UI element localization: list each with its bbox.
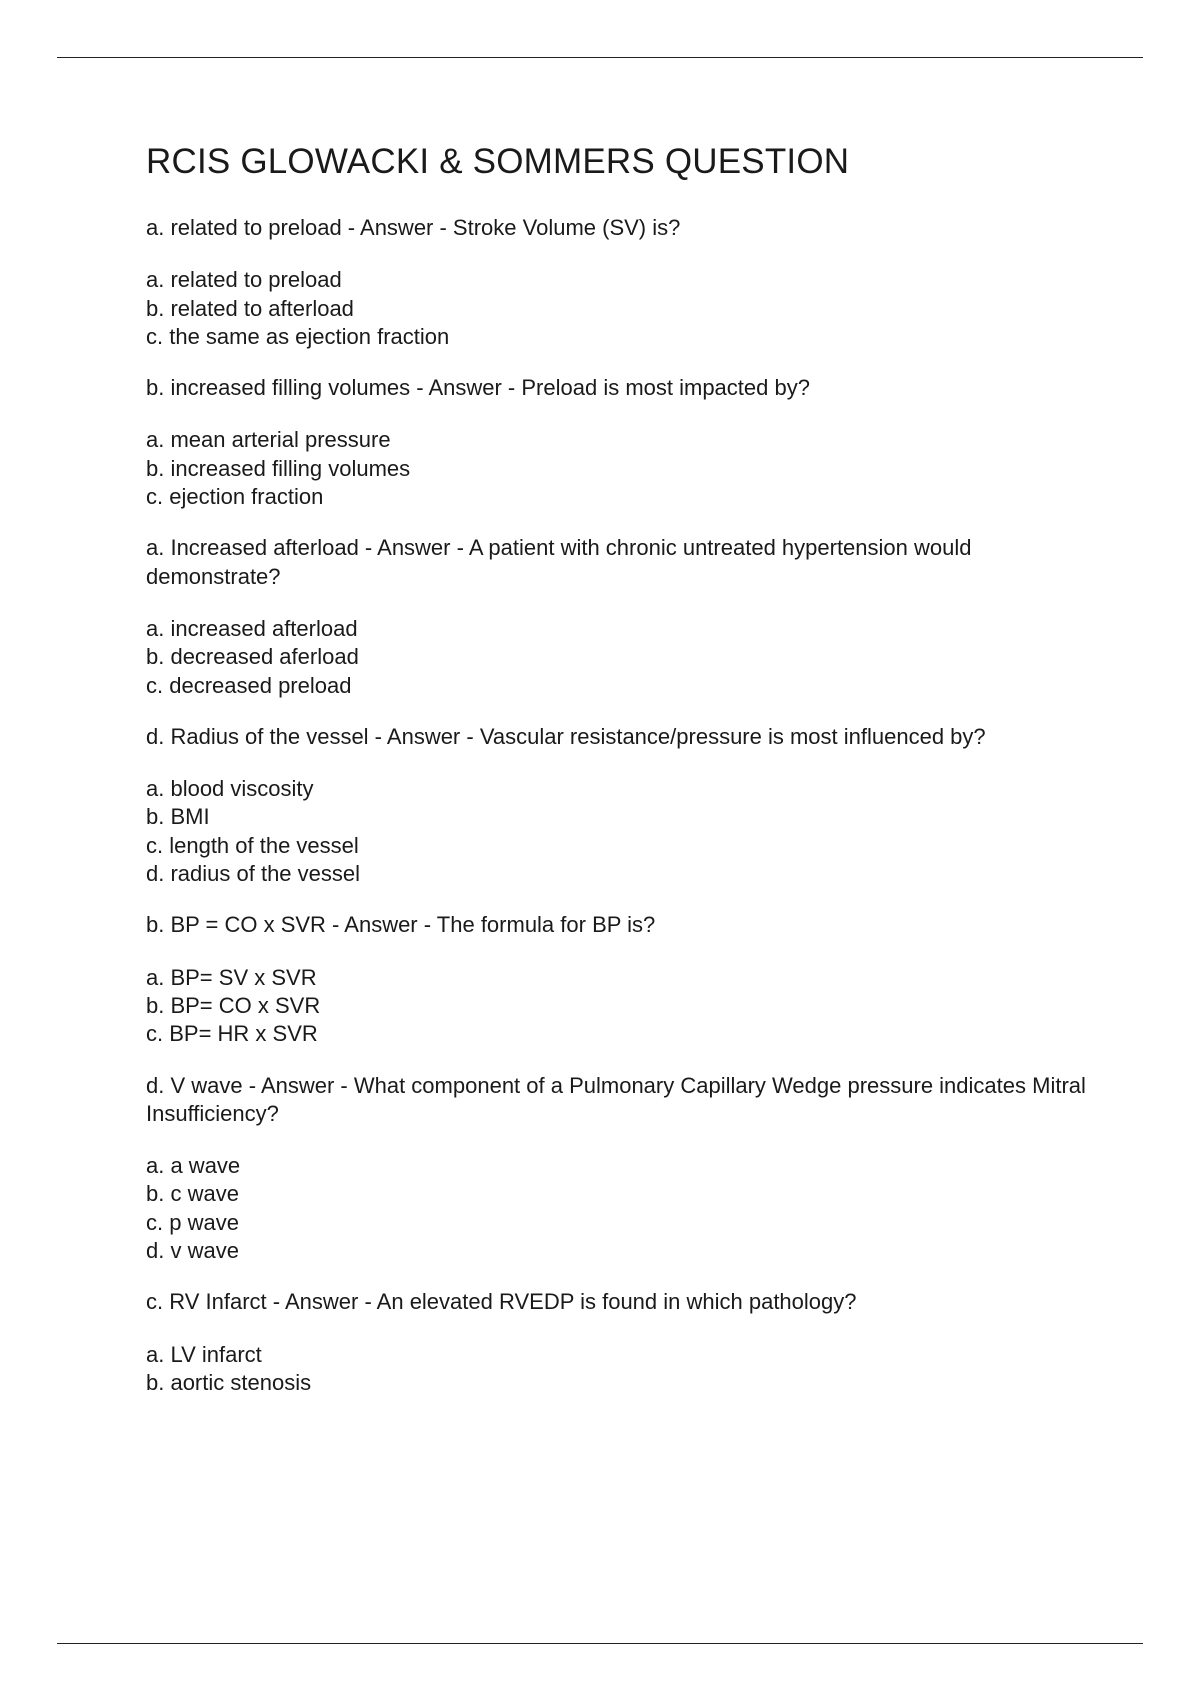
option-item: d. v wave bbox=[146, 1238, 239, 1264]
question-answer-line: c. RV Infarct - Answer - An elevated RVEDP is found in which pathology? bbox=[146, 1289, 857, 1315]
top-divider bbox=[57, 57, 1143, 58]
option-list bbox=[146, 775, 1086, 888]
option-item: c. BP= HR x SVR bbox=[146, 1021, 318, 1047]
option-list bbox=[146, 426, 1086, 511]
question-block bbox=[146, 534, 1086, 699]
option-list bbox=[146, 615, 1086, 700]
question-answer-line: b. BP = CO x SVR - Answer - The formula for BP is? bbox=[146, 912, 656, 938]
option-item: a. blood viscosity bbox=[146, 776, 314, 802]
question-block bbox=[146, 911, 1086, 1048]
question-answer-line: a. related to preload - Answer - Stroke Volume (SV) is? bbox=[146, 215, 681, 240]
question-answer-line: b. increased filling volumes - Answer - Preload is most impacted by? bbox=[146, 375, 810, 401]
option-item: b. increased filling volumes bbox=[146, 455, 411, 481]
option-list bbox=[146, 266, 1086, 351]
question-block bbox=[146, 1072, 1086, 1266]
page-title: RCIS GLOWACKI & SOMMERS QUESTION bbox=[146, 142, 850, 181]
option-item: a. related to preload bbox=[146, 267, 342, 293]
question-block bbox=[146, 1288, 1086, 1397]
option-item: b. c wave bbox=[146, 1181, 239, 1207]
option-item: c. p wave bbox=[146, 1209, 239, 1235]
option-item: d. radius of the vessel bbox=[146, 861, 361, 887]
question-block bbox=[146, 374, 1086, 511]
option-item: c. decreased preload bbox=[146, 672, 352, 698]
question-block bbox=[146, 723, 1086, 888]
question-block bbox=[146, 214, 1086, 351]
option-item: a. increased afterload bbox=[146, 615, 358, 641]
option-item: b. decreased aferload bbox=[146, 644, 359, 670]
option-list bbox=[146, 1341, 1086, 1398]
question-answer-line: d. V wave - Answer - What component of a Pulmonary Capillary Wedge pressure indicates Mitral Insufficiency? bbox=[146, 1072, 1086, 1126]
bottom-divider bbox=[57, 1643, 1143, 1644]
option-list bbox=[146, 1152, 1086, 1265]
option-item: a. LV infarct bbox=[146, 1341, 262, 1367]
question-answer-line: a. Increased afterload - Answer - A patient with chronic untreated hypertension would demonstrate? bbox=[146, 535, 972, 589]
option-item: c. length of the vessel bbox=[146, 832, 359, 858]
option-item: b. related to afterload bbox=[146, 295, 354, 321]
option-item: c. ejection fraction bbox=[146, 484, 324, 510]
option-item: a. a wave bbox=[146, 1153, 241, 1179]
question-list bbox=[146, 214, 1086, 1420]
option-item: a. BP= SV x SVR bbox=[146, 964, 317, 990]
option-item: b. BP= CO x SVR bbox=[146, 992, 321, 1018]
option-item: b. BMI bbox=[146, 804, 210, 830]
question-answer-line: d. Radius of the vessel - Answer - Vascular resistance/pressure is most influenced by? bbox=[146, 723, 986, 749]
option-item: c. the same as ejection fraction bbox=[146, 323, 450, 349]
option-item: b. aortic stenosis bbox=[146, 1369, 312, 1395]
option-item: a. mean arterial pressure bbox=[146, 427, 391, 453]
option-list bbox=[146, 964, 1086, 1049]
